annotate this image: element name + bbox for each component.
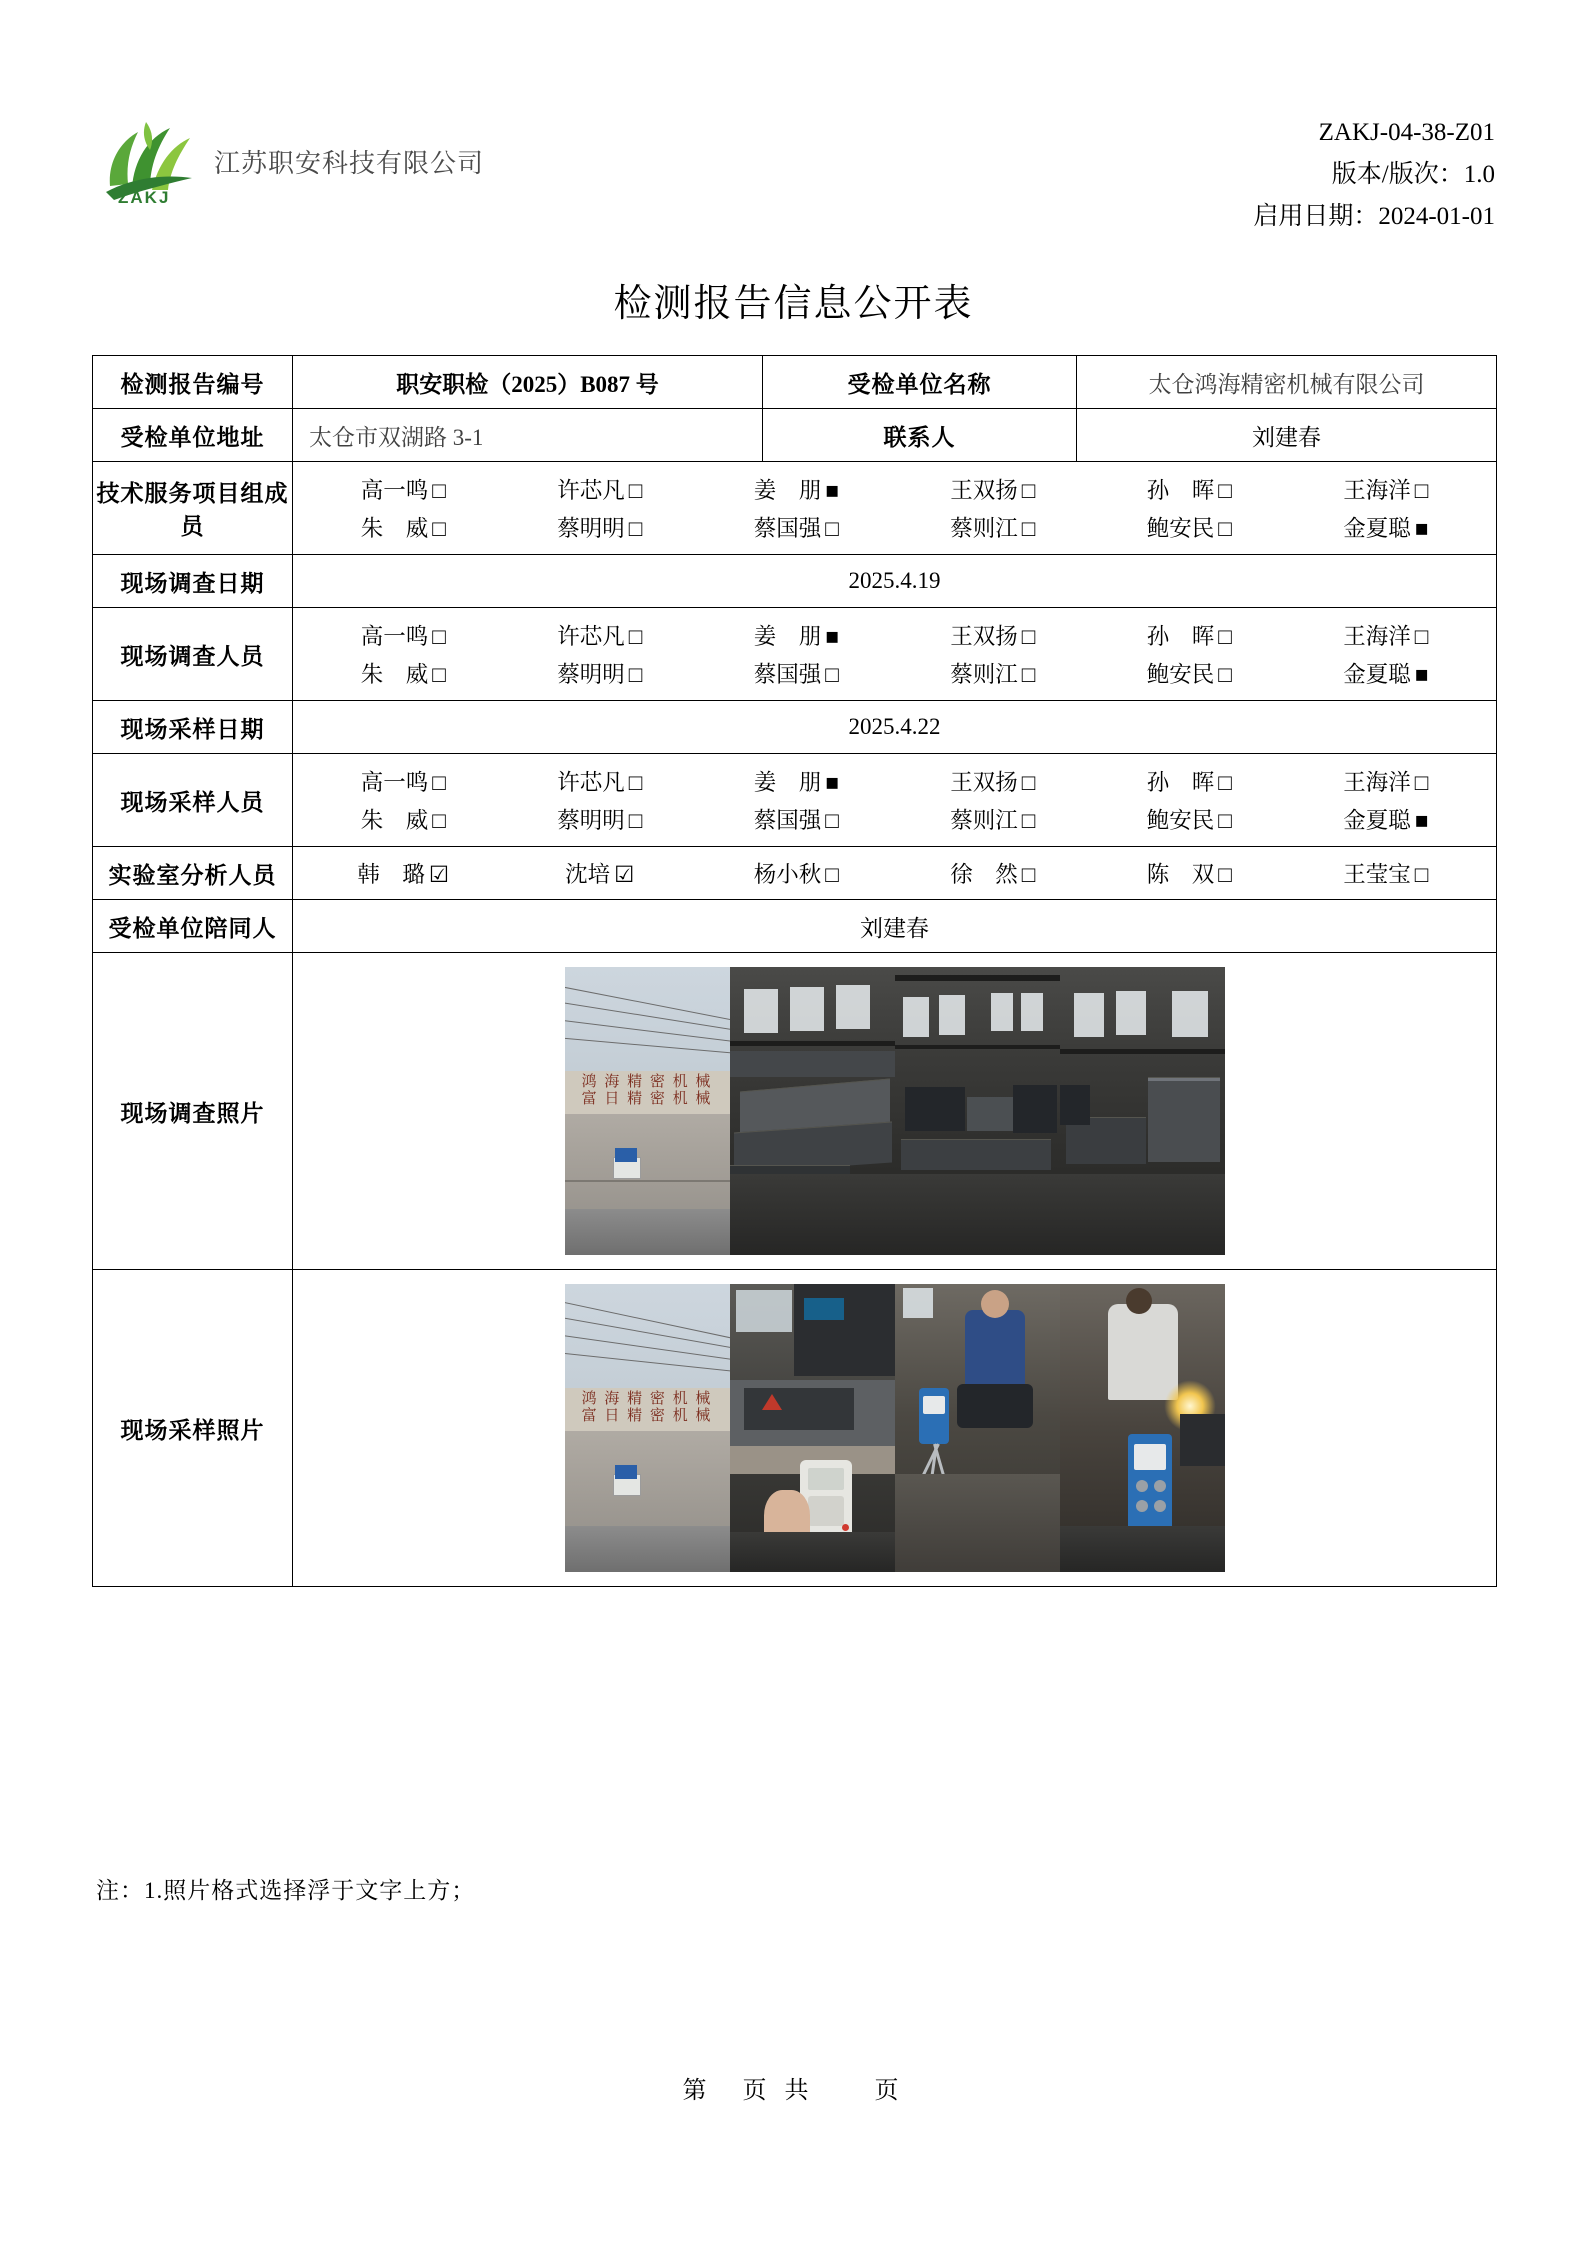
checkbox-item[interactable]: 蔡国强 □ (753, 516, 839, 541)
zakj-logo-icon (92, 112, 204, 210)
survey-staff-line1 (293, 616, 1496, 654)
report-no-label: 检测报告编号 (93, 356, 293, 409)
client-value: 太仓鸿海精密机械有限公司 (1077, 356, 1497, 409)
checkbox: □ (1218, 662, 1232, 687)
sampling-photo-label: 现场采样照片 (93, 1270, 293, 1587)
table-row (93, 953, 1497, 1270)
lab-analysts (293, 847, 1497, 900)
checkbox: □ (1218, 770, 1232, 795)
checkbox: □ (1218, 624, 1232, 649)
checkbox-item[interactable]: 蔡国强 □ (753, 808, 839, 833)
checkbox: □ (432, 516, 446, 541)
team-label: 技术服务项目组成员 (93, 462, 293, 555)
checkbox: ☑ (428, 862, 450, 887)
checkbox: □ (1218, 862, 1232, 887)
report-info-table (92, 355, 1497, 1587)
checkbox-item[interactable]: 高一鸣 □ (360, 770, 446, 795)
table-row (93, 701, 1497, 754)
checkbox-item[interactable]: 孙 晖 □ (1146, 770, 1232, 795)
table-row (93, 1270, 1497, 1587)
checkbox-item[interactable]: 蔡则江 □ (950, 808, 1036, 833)
checkbox: □ (1414, 770, 1429, 795)
checkbox-item[interactable]: 高一鸣 □ (360, 478, 446, 503)
photo-tripod-sampler (895, 1284, 1060, 1572)
checkbox: □ (432, 808, 446, 833)
photo-noise-meter-lathe (730, 1284, 895, 1572)
company-logo-block (92, 112, 484, 210)
sampling-photo-cell (293, 1270, 1497, 1587)
checkbox: □ (1218, 478, 1232, 503)
photo-machining-area (895, 967, 1060, 1255)
checkbox: □ (1021, 662, 1036, 687)
checkbox-item[interactable]: 杨小秋 □ (753, 862, 839, 887)
logo-caption: ZAKJ (118, 188, 171, 207)
team-members (293, 462, 1497, 555)
document-code: ZAKJ-04-38-Z01 (1318, 119, 1495, 146)
checkbox: □ (628, 662, 643, 687)
address-value: 太仓市双湖路 3-1 (293, 409, 763, 462)
photo-steel-plates (730, 967, 895, 1255)
sampling-staff (293, 754, 1497, 847)
survey-photo-strip (293, 967, 1496, 1255)
table-row (93, 409, 1497, 462)
checkbox-item[interactable]: 姜 朋 ■ (753, 770, 839, 795)
survey-date-label: 现场调查日期 (93, 555, 293, 608)
address-label: 受检单位地址 (93, 409, 293, 462)
checkbox-item[interactable]: 许芯凡 □ (557, 478, 643, 503)
document-version: 版本/版次：1.0 (1331, 161, 1495, 188)
checkbox-item[interactable]: 蔡国强 □ (753, 662, 839, 687)
checkbox: ■ (1414, 662, 1429, 687)
checkbox: □ (628, 770, 643, 795)
sampling-date-label: 现场采样日期 (93, 701, 293, 754)
checkbox: □ (1021, 478, 1036, 503)
checkbox-item[interactable]: 蔡则江 □ (950, 516, 1036, 541)
checkbox-item[interactable]: 许芯凡 □ (557, 624, 643, 649)
checkbox: ☑ (614, 862, 635, 887)
table-row (93, 900, 1497, 953)
table-row (93, 847, 1497, 900)
checkbox: □ (825, 862, 839, 887)
page-footer: 第 页 共 页 (682, 2078, 905, 2104)
checkbox: □ (1218, 516, 1232, 541)
checkbox: □ (1021, 624, 1036, 649)
checkbox-item[interactable]: 许芯凡 □ (557, 770, 643, 795)
checkbox: ■ (825, 770, 839, 795)
checkbox: □ (628, 478, 643, 503)
checkbox: □ (432, 770, 446, 795)
checkbox-item[interactable]: 王海洋 □ (1343, 624, 1429, 649)
checkbox: □ (432, 662, 446, 687)
checkbox-item[interactable]: 蔡明明 □ (557, 808, 643, 833)
survey-photo-cell (293, 953, 1497, 1270)
checkbox: □ (1021, 808, 1036, 833)
checkbox-item[interactable]: 沈培 ☑ (565, 862, 635, 887)
checkbox-item[interactable]: 金夏聪 ■ (1343, 516, 1429, 541)
checkbox-item[interactable]: 徐 然 □ (950, 862, 1036, 887)
document-effective-date: 启用日期：2024-01-01 (1253, 203, 1495, 230)
checkbox: ■ (1414, 808, 1429, 833)
checkbox-item[interactable]: 姜 朋 ■ (753, 624, 839, 649)
checkbox: □ (1021, 516, 1036, 541)
sampling-staff-label: 现场采样人员 (93, 754, 293, 847)
checkbox: □ (1218, 808, 1232, 833)
lab-analyst-label: 实验室分析人员 (93, 847, 293, 900)
checkbox-item[interactable]: 鲍安民 □ (1146, 808, 1232, 833)
document-header (92, 112, 1495, 230)
checkbox: □ (432, 624, 446, 649)
table-row (93, 555, 1497, 608)
checkbox: □ (1021, 862, 1036, 887)
checkbox: □ (1414, 624, 1429, 649)
checkbox-item[interactable]: 朱 威 □ (360, 808, 446, 833)
sampling-staff-line2 (293, 800, 1496, 838)
escort-label: 受检单位陪同人 (93, 900, 293, 953)
checkbox-item[interactable]: 王双扬 □ (950, 770, 1036, 795)
checkbox-item[interactable]: 蔡明明 □ (557, 662, 643, 687)
checkbox: □ (825, 808, 839, 833)
checkbox-item[interactable]: 陈 双 □ (1146, 862, 1232, 887)
page-title: 检测报告信息公开表 (613, 283, 974, 325)
checkbox: □ (432, 478, 446, 503)
checkbox: ■ (1414, 516, 1429, 541)
photo-tube-stacks (1060, 967, 1225, 1255)
client-label: 受检单位名称 (763, 356, 1077, 409)
survey-photo-label: 现场调查照片 (93, 953, 293, 1270)
contact-value: 刘建春 (1077, 409, 1497, 462)
team-members-line1 (293, 470, 1496, 508)
checkbox-item[interactable]: 金夏聪 ■ (1343, 662, 1429, 687)
sampling-date-value: 2025.4.22 (293, 701, 1497, 754)
survey-staff-label: 现场调查人员 (93, 608, 293, 701)
checkbox: □ (628, 516, 643, 541)
company-name: 江苏职安科技有限公司 (214, 147, 485, 178)
checkbox-item[interactable]: 韩 璐 ☑ (357, 862, 450, 887)
contact-label: 联系人 (763, 409, 1077, 462)
escort-value: 刘建春 (293, 900, 1497, 953)
checkbox-item[interactable]: 姜 朋 ■ (753, 478, 839, 503)
checkbox-item[interactable]: 朱 威 □ (360, 516, 446, 541)
checkbox-item[interactable]: 蔡则江 □ (950, 662, 1036, 687)
report-no-value: 职安职检（2025）B087 号 (293, 356, 763, 409)
table-row (93, 356, 1497, 409)
checkbox-item[interactable]: 蔡明明 □ (557, 516, 643, 541)
survey-date-value: 2025.4.19 (293, 555, 1497, 608)
photo-factory-exterior: 鸿 海 精 密 机 械 富 日 精 密 机 械 (565, 967, 730, 1255)
checkbox: ■ (825, 478, 839, 503)
checkbox-item[interactable]: 孙 晖 □ (1146, 478, 1232, 503)
checkbox: □ (1414, 862, 1429, 887)
checkbox: □ (1021, 770, 1036, 795)
lab-analysts-line (293, 854, 1496, 892)
checkbox-item[interactable]: 朱 威 □ (360, 662, 446, 687)
table-row (93, 754, 1497, 847)
checkbox: □ (825, 662, 839, 687)
checkbox: ■ (825, 624, 839, 649)
checkbox: □ (1414, 478, 1429, 503)
team-members-line2 (293, 508, 1496, 546)
checkbox: □ (628, 624, 643, 649)
checkbox: □ (628, 808, 643, 833)
checkbox-item[interactable]: 金夏聪 ■ (1343, 808, 1429, 833)
photo-factory-exterior-2: 鸿 海 精 密 机 械 富 日 精 密 机 械 (565, 1284, 730, 1572)
survey-staff (293, 608, 1497, 701)
checkbox-item[interactable]: 王双扬 □ (950, 478, 1036, 503)
checkbox-item[interactable]: 孙 晖 □ (1146, 624, 1232, 649)
survey-staff-line2 (293, 654, 1496, 692)
checkbox: □ (825, 516, 839, 541)
notes-text: 注：1.照片格式选择浮于文字上方； (96, 1878, 476, 1903)
table-row (93, 462, 1497, 555)
sampling-staff-line1 (293, 762, 1496, 800)
checkbox-item[interactable]: 王双扬 □ (950, 624, 1036, 649)
table-row (93, 608, 1497, 701)
checkbox-item[interactable]: 王海洋 □ (1343, 478, 1429, 503)
checkbox-item[interactable]: 王莹宝 □ (1343, 862, 1429, 887)
photo-welding-sampler (1060, 1284, 1225, 1572)
checkbox-item[interactable]: 王海洋 □ (1343, 770, 1429, 795)
header-meta (1253, 112, 1495, 238)
checkbox-item[interactable]: 鲍安民 □ (1146, 516, 1232, 541)
sampling-photo-strip (293, 1284, 1496, 1572)
checkbox-item[interactable]: 高一鸣 □ (360, 624, 446, 649)
checkbox-item[interactable]: 鲍安民 □ (1146, 662, 1232, 687)
